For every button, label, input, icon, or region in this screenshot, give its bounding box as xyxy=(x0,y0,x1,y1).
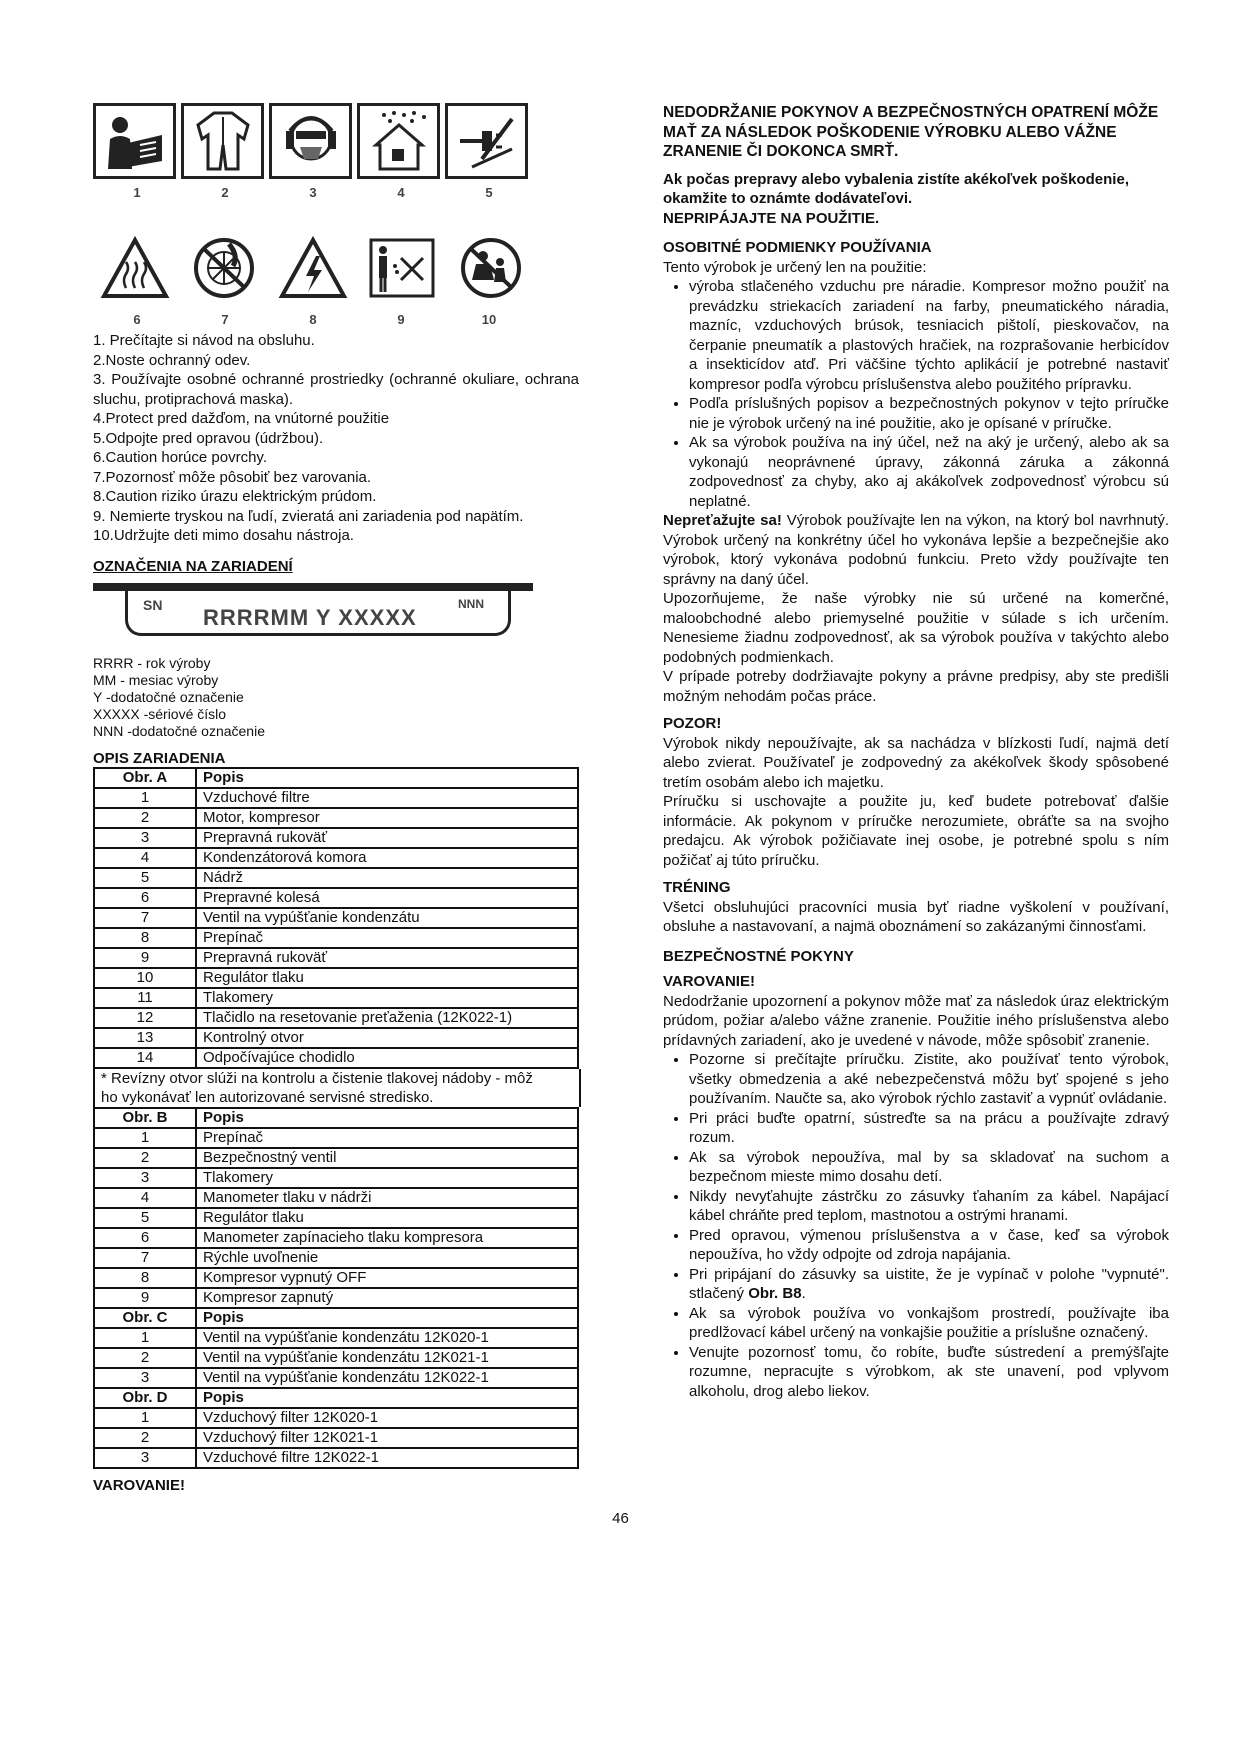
list-item: • Pred opravou, výmenou príslušenstva a v čase, keď sa výrobok nepoužíva, ho vždy odpojte od zdroja napájania. xyxy=(689,1226,1169,1265)
table-cell-number: 8 xyxy=(94,1268,196,1288)
table-row xyxy=(94,1188,578,1208)
table-header-cell: Popis xyxy=(196,768,578,788)
safety-instructions-heading: BEZPEČNOSTNÉ POKYNY xyxy=(663,947,854,965)
table-header-row xyxy=(94,1308,578,1328)
table-cell-number: 7 xyxy=(94,908,196,928)
table-cell-number: 1 xyxy=(94,1328,196,1348)
page-number: 46 xyxy=(612,1510,629,1527)
table-header-row xyxy=(94,768,578,788)
table-header-cell: Popis xyxy=(196,1108,578,1128)
keep-children-away-icon xyxy=(449,230,532,306)
special-conditions-heading: OSOBITNÉ PODMIENKY POUŽÍVANIA xyxy=(663,239,932,256)
table-cell-number: 12 xyxy=(94,1008,196,1028)
list-item: • výroba stlačeného vzduchu pre náradie. Kompresor možno použiť na prevádzku striekacích zariadení na farby, pneumatického náradia, mazníc, vzduchových brúsok, tesniacich pištolí, pieskovačov, na čerpanie pneumatík a plastových hračiek, na rozprašovanie herbicídov a insekticídov atď. Pri väčšine týchto aplikácií je potrebné nastaviť kompresor podľa výrobcu príslušenstva alebo použitého prípravku. xyxy=(689,277,1169,394)
parts-table-b xyxy=(93,1107,579,1469)
description-heading: OPIS ZARIADENIA xyxy=(93,749,226,767)
table-cell-description: Regulátor tlaku xyxy=(196,1208,578,1228)
icon-numbers-row-1 xyxy=(93,185,579,200)
legend-item: XXXXX -sériové číslo xyxy=(93,705,227,722)
table-cell-description: Ventil na vypúšťanie kondenzátu 12K021-1 xyxy=(196,1348,578,1368)
table-cell-number: 4 xyxy=(94,848,196,868)
table-note xyxy=(93,1069,581,1107)
training-heading: TRÉNING xyxy=(663,879,731,896)
table-row xyxy=(94,1428,578,1448)
icon-number: 6 xyxy=(133,312,141,327)
list-item: • Venujte pozornosť tomu, čo robíte, buďte sústredení a premýšľajte rozumne, nepracujte s výrobkom, ak ste unavení, pod vplyvom alkoholu, drog alebo liekov. xyxy=(689,1343,1169,1402)
table-cell-number: 7 xyxy=(94,1248,196,1268)
table-row xyxy=(94,888,578,908)
table-row xyxy=(94,808,578,828)
table-row xyxy=(94,1348,578,1368)
table-cell-description: Manometer tlaku v nádrži xyxy=(196,1188,578,1208)
read-manual-icon xyxy=(93,103,176,179)
table-cell-number: 6 xyxy=(94,1228,196,1248)
table-note-line: * Revízny otvor slúži na kontrolu a čistenie tlakovej nádoby - môž xyxy=(101,1069,533,1087)
protective-equipment-icon xyxy=(269,103,352,179)
table-header-cell: Popis xyxy=(196,1388,578,1408)
table-row xyxy=(94,1408,578,1428)
list-item: • Ak sa výrobok nepoužíva, mal by sa skladovať na suchom a bezpečnom mieste mimo dosahu detí. xyxy=(689,1148,1169,1187)
table-row xyxy=(94,1288,578,1308)
table-cell-number: 6 xyxy=(94,888,196,908)
table-cell-description: Ventil na vypúšťanie kondenzátu 12K022-1 xyxy=(196,1368,578,1388)
table-row xyxy=(94,1048,578,1068)
table-header-cell: Obr. B xyxy=(94,1108,196,1128)
damage-notice: Ak počas prepravy alebo vybalenia zistíte akékoľvek poškodenie, okamžite to oznámte dodávateľovi. xyxy=(663,170,1129,207)
table-row xyxy=(94,988,578,1008)
plate-nnn: NNN xyxy=(458,596,484,611)
table-cell-description: Tlakomery xyxy=(196,1168,578,1188)
table-cell-number: 8 xyxy=(94,928,196,948)
table-cell-description: Bezpečnostný ventil xyxy=(196,1148,578,1168)
safety-icons-row-1 xyxy=(93,103,579,179)
table-cell-number: 3 xyxy=(94,1448,196,1468)
table-header-row xyxy=(94,1388,578,1408)
table-cell-number: 14 xyxy=(94,1048,196,1068)
table-header-cell: Popis xyxy=(196,1308,578,1328)
table-cell-number: 4 xyxy=(94,1188,196,1208)
table-row xyxy=(94,848,578,868)
table-cell-description: Vzduchové filtre xyxy=(196,788,578,808)
table-cell-description: Kondenzátorová komora xyxy=(196,848,578,868)
legend-item: Y -dodatočné označenie xyxy=(93,688,244,705)
intro-warning: NEDODRŽANIE POKYNOV A BEZPEČNOSTNÝCH OPATRENÍ MÔŽE MAŤ ZA NÁSLEDOK POŠKODENIE VÝROBKU ALEBO VÁŽNE ZRANENIE ČI DOKONCA SMRŤ. xyxy=(663,104,1159,160)
table-cell-description: Kompresor zapnutý xyxy=(196,1288,578,1308)
list-item: 4.Protect pred dažďom, na vnútorné použitie xyxy=(93,410,390,427)
switch-item-bold: Obr. B8 xyxy=(748,1285,802,1302)
icon-number: 4 xyxy=(397,185,405,200)
table-cell-number: 3 xyxy=(94,1368,196,1388)
table-cell-description: Prepínač xyxy=(196,928,578,948)
list-item: 3. Používajte osobné ochranné prostriedky (ochranné okuliare, ochrana sluchu, protiprachová maska). xyxy=(93,371,579,408)
list-item: • Nikdy nevyťahujte zástrčku zo zásuvky ťahaním za kábel. Napájací kábel chráňte pred teplom, mastnotou a ostrými hranami. xyxy=(689,1187,1169,1226)
special-intro: Tento výrobok je určený len na použitie: xyxy=(663,258,927,276)
table-cell-number: 10 xyxy=(94,968,196,988)
table-cell-number: 2 xyxy=(94,808,196,828)
overload-text: Výrobok používajte len na výkon, na ktorý bol navrhnutý. Výrobok určený na konkrétny účel ho vykonáva lepšie a bezpečnejšie ako výrobok, ktorý vykonáva podobnú funkciu. Preto vždy používajte ten správny na daný účel. xyxy=(663,512,1170,588)
table-cell-description: Kompresor vypnutý OFF xyxy=(196,1268,578,1288)
safety-icon-legend xyxy=(93,331,579,546)
table-cell-number: 3 xyxy=(94,828,196,848)
table-row xyxy=(94,1448,578,1468)
list-item: 7.Pozornosť môže pôsobiť bez varovania. xyxy=(93,468,372,486)
table-cell-number: 1 xyxy=(94,1408,196,1428)
table-cell-number: 9 xyxy=(94,1288,196,1308)
icon-number: 9 xyxy=(397,312,405,327)
table-row xyxy=(94,1268,578,1288)
list-item: 10.Udržujte deti mimo dosahu nástroja. xyxy=(93,527,354,544)
list-item xyxy=(689,1265,1169,1304)
table-cell-description: Tlačidlo na resetovanie preťaženia (12K022-1) xyxy=(196,1008,578,1028)
list-item: 9. Nemierte tryskou na ľudí, zvieratá ani zariadenia pod napätím. xyxy=(93,507,524,525)
serial-legend xyxy=(93,655,579,740)
overload-bold: Nepreťažujte sa! xyxy=(663,512,782,529)
icon-numbers-row-2 xyxy=(93,312,579,327)
switch-item-end: . xyxy=(801,1285,806,1302)
attention-paragraph: Výrobok nikdy nepoužívajte, ak sa nachádza v blízkosti ľudí, najmä detí alebo zvierat. Používateľ je zodpovedný za akékoľvek škody spôsobené tretím osobám alebo ich majetku. xyxy=(663,734,1169,791)
table-row xyxy=(94,1368,578,1388)
list-item: • Ak sa výrobok používa na iný účel, než na aký je určený, alebo ak sa vykonajú neoprávnené úpravy, zákonná záruka a zákonná zodpovednosť za chyby, ako aj akákoľvek zodpovednosť výrobcu sú neplatné. xyxy=(689,433,1169,511)
legend-item: MM - mesiac výroby xyxy=(93,671,219,688)
no-spray-at-people-icon xyxy=(360,230,443,306)
warning-paragraph: Nedodržanie upozornení a pokynov môže mať za následok úraz elektrickým prúdom, požiar a/alebo vážne zranenie. Použitie iného príslušenstva alebo prídavných zariadení, ako je uvedené v návode, môže spôsobiť zranenie. xyxy=(663,992,1169,1049)
table-row xyxy=(94,1168,578,1188)
commercial-paragraph: Upozorňujeme, že naše výrobky nie sú určené na komerčné, maloobchodné alebo priemyselné použitie v súlade s ich určením. Nenesieme žiadnu zodpovednosť, ak sa výrobok používa v takýchto alebo podobných podmienkach. xyxy=(663,590,1169,666)
table-row xyxy=(94,928,578,948)
protective-clothing-icon xyxy=(181,103,264,179)
list-item: 2.Noste ochranný odev. xyxy=(93,351,251,369)
special-conditions-list xyxy=(663,277,1169,511)
table-row xyxy=(94,908,578,928)
legend-item: RRRR - rok výroby xyxy=(93,654,211,671)
table-row xyxy=(94,1228,578,1248)
icon-number: 5 xyxy=(485,185,493,200)
table-row xyxy=(94,1248,578,1268)
table-note-line: ho vykonávať len autorizované servisné stredisko. xyxy=(101,1088,434,1106)
table-cell-description: Tlakomery xyxy=(196,988,578,1008)
warning-automatic-start-icon xyxy=(182,230,265,306)
table-cell-description: Vzduchové filtre 12K022-1 xyxy=(196,1448,578,1468)
table-cell-description: Ventil na vypúšťanie kondenzátu xyxy=(196,908,578,928)
table-cell-number: 3 xyxy=(94,1168,196,1188)
safety-icons-row-2 xyxy=(93,230,579,306)
table-cell-number: 2 xyxy=(94,1428,196,1448)
table-cell-description: Prepravná rukoväť xyxy=(196,948,578,968)
icon-number: 7 xyxy=(221,312,229,327)
table-cell-number: 5 xyxy=(94,1208,196,1228)
table-cell-number: 2 xyxy=(94,1348,196,1368)
list-item: 8.Caution riziko úrazu elektrickým prúdom. xyxy=(93,488,377,505)
table-cell-description: Prepínač xyxy=(196,1128,578,1148)
list-item: • Podľa príslušných popisov a bezpečnostných pokynov v tejto príručke nie je výrobok určený na iné použitie, ako je opísané v príručke. xyxy=(689,394,1169,433)
table-row xyxy=(94,968,578,988)
list-item: • Pozorne si prečítajte príručku. Zistite, ako používať tento výrobok, všetky obmedzenia a aké nebezpečenstvá môžu byť spojené s jeho používaním. Naučte sa, ako výrobok rýchlo zastaviť a vypnúť ovládanie. xyxy=(689,1050,1169,1109)
switch-item-text: Pri pripájaní do zásuvky sa uistite, že je vypínač v polohe "vypnuté". stlačený xyxy=(689,1265,1169,1302)
overload-paragraph xyxy=(663,511,1169,589)
table-cell-number: 2 xyxy=(94,1148,196,1168)
plate-code: RRRRMM Y XXXXX xyxy=(203,604,417,630)
list-item: • Ak sa výrobok používa vo vonkajšom prostredí, používajte iba predlžovací kábel určený na vonkajšie použitie a príslušne označený. xyxy=(689,1304,1169,1343)
legend-item: NNN -dodatočné označenie xyxy=(93,722,265,739)
table-row xyxy=(94,828,578,848)
table-cell-description: Prepravné kolesá xyxy=(196,888,578,908)
list-item: 1. Prečítajte si návod na obsluhu. xyxy=(93,332,315,349)
no-connect-notice: NEPRIPÁJAJTE NA POUŽITIE. xyxy=(663,209,880,227)
table-row xyxy=(94,1328,578,1348)
table-cell-number: 11 xyxy=(94,988,196,1008)
table-cell-number: 1 xyxy=(94,1128,196,1148)
table-row xyxy=(94,1208,578,1228)
table-cell-description: Vzduchový filter 12K021-1 xyxy=(196,1428,578,1448)
table-cell-description: Odpočívajúce chodidlo xyxy=(196,1048,578,1068)
right-column xyxy=(663,103,1169,1401)
table-cell-description: Regulátor tlaku xyxy=(196,968,578,988)
icon-number: 10 xyxy=(481,312,497,327)
table-cell-description: Nádrž xyxy=(196,868,578,888)
safety-instructions-list xyxy=(663,1050,1169,1401)
plate-sn: SN xyxy=(143,596,163,613)
list-item: 6.Caution horúce povrchy. xyxy=(93,449,267,466)
table-cell-number: 1 xyxy=(94,788,196,808)
warning-heading-left: VAROVANIE! xyxy=(93,1476,185,1494)
table-row xyxy=(94,1128,578,1148)
markings-heading: OZNAČENIA NA ZARIADENÍ xyxy=(93,557,293,575)
warning-heading: VAROVANIE! xyxy=(663,973,755,990)
disconnect-before-repair-icon xyxy=(445,103,528,179)
attention-heading: POZOR! xyxy=(663,715,722,732)
parts-table-a xyxy=(93,767,579,1069)
list-item: • Pri práci buďte opatrní, sústreďte sa na prácu a používajte zdravý rozum. xyxy=(689,1109,1169,1148)
table-header-row xyxy=(94,1108,578,1128)
table-cell-description: Rýchle uvoľnenie xyxy=(196,1248,578,1268)
table-cell-number: 13 xyxy=(94,1028,196,1048)
table-cell-description: Ventil na vypúšťanie kondenzátu 12K020-1 xyxy=(196,1328,578,1348)
list-item: 5.Odpojte pred opravou (údržbou). xyxy=(93,429,324,447)
table-cell-description: Vzduchový filter 12K020-1 xyxy=(196,1408,578,1428)
table-cell-description: Motor, kompresor xyxy=(196,808,578,828)
table-row xyxy=(94,1148,578,1168)
rain-protection-icon xyxy=(357,103,440,179)
icon-number: 8 xyxy=(309,312,317,327)
serial-plate xyxy=(93,583,533,643)
regulations-paragraph: V prípade potreby dodržiavajte pokyny a právne predpisy, aby ste predišli možným nehodám počas práce. xyxy=(663,668,1169,705)
training-paragraph: Všetci obsluhujúci pracovníci musia byť riadne vyškolení v používaní, obsluhe a nastavovaní, a najmä oboznámení so zakázanými činnosťami. xyxy=(663,898,1169,935)
table-header-cell: Obr. C xyxy=(94,1308,196,1328)
manual-paragraph: Príručku si uschovajte a použite ju, keď budete potrebovať ďalšie informácie. Ak pokynom v príručke nerozumiete, obráťte sa na svojho predajcu. Ak výrobok požičiavate inej osobe, je potrebné spolu s ním požičať aj túto príručku. xyxy=(663,793,1169,869)
table-header-cell: Obr. A xyxy=(94,768,196,788)
table-header-cell: Obr. D xyxy=(94,1388,196,1408)
electric-shock-icon xyxy=(271,230,354,306)
table-row xyxy=(94,788,578,808)
table-row xyxy=(94,1028,578,1048)
table-row xyxy=(94,948,578,968)
icon-number: 2 xyxy=(221,185,229,200)
hot-surface-icon xyxy=(93,230,176,306)
table-cell-number: 5 xyxy=(94,868,196,888)
table-cell-description: Manometer zapínacieho tlaku kompresora xyxy=(196,1228,578,1248)
icon-number: 1 xyxy=(133,185,141,200)
table-row xyxy=(94,1008,578,1028)
table-cell-description: Prepravná rukoväť xyxy=(196,828,578,848)
table-cell-description: Kontrolný otvor xyxy=(196,1028,578,1048)
left-column xyxy=(93,103,579,1494)
table-row xyxy=(94,868,578,888)
table-cell-number: 9 xyxy=(94,948,196,968)
icon-number: 3 xyxy=(309,185,317,200)
